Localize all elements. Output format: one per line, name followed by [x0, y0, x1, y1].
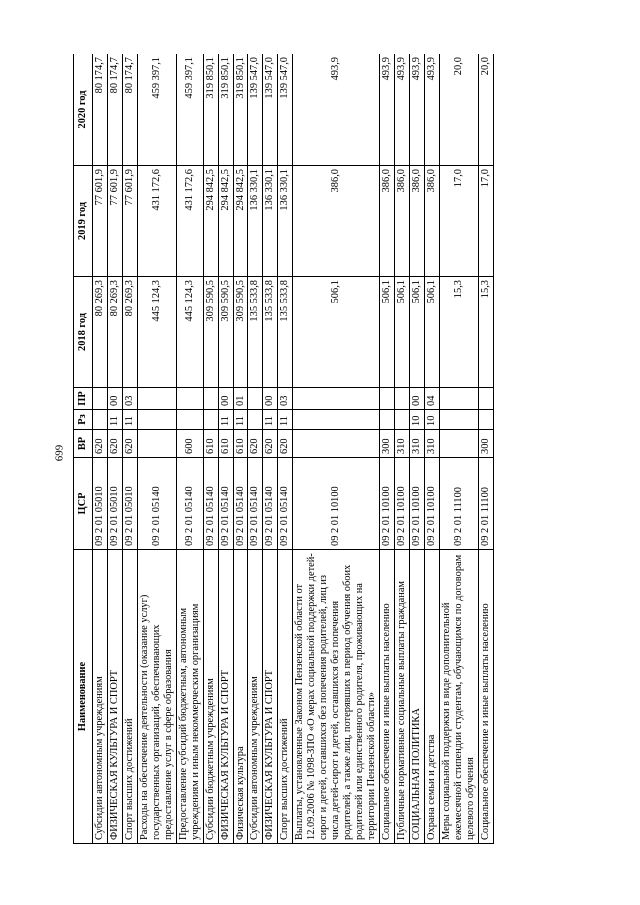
cell-2019: 294 842,5	[218, 166, 233, 277]
cell-rz	[176, 410, 203, 430]
cell-2019: 386,0	[424, 166, 439, 277]
cell-pr	[293, 388, 380, 410]
cell-2018: 15,3	[478, 277, 493, 388]
cell-2018: 80 269,3	[107, 277, 122, 388]
cell-rz: 11	[233, 410, 248, 430]
cell-2018: 506,1	[380, 277, 395, 388]
cell-2018: 309 590,5	[203, 277, 218, 388]
cell-pr	[394, 388, 409, 410]
cell-2020: 319 850,1	[218, 54, 233, 166]
cell-vr: 620	[107, 430, 122, 458]
table-row	[93, 54, 108, 844]
cell-2019: 386,0	[380, 166, 395, 277]
cell-2018: 506,1	[293, 277, 380, 388]
header-csr: ЦСР	[74, 458, 93, 550]
cell-csr: 09 2 01 10100	[394, 458, 409, 550]
cell-rz: 11	[218, 410, 233, 430]
cell-vr	[293, 430, 380, 458]
table-row	[248, 54, 263, 844]
cell-2019: 386,0	[394, 166, 409, 277]
cell-vr: 620	[263, 430, 278, 458]
cell-vr: 310	[394, 430, 409, 458]
cell-2019: 77 601,9	[107, 166, 122, 277]
cell-rz	[439, 410, 478, 430]
cell-2018: 15,3	[439, 277, 478, 388]
cell-2020: 80 174,7	[122, 54, 137, 166]
cell-rz: 11	[278, 410, 293, 430]
cell-2018: 80 269,3	[122, 277, 137, 388]
header-vr: ВР	[74, 430, 93, 458]
cell-2020: 493,9	[424, 54, 439, 166]
cell-csr: 09 2 01 05140	[278, 458, 293, 550]
table-row	[380, 54, 395, 844]
cell-csr: 09 2 01 10100	[409, 458, 424, 550]
cell-pr	[93, 388, 108, 410]
cell-vr: 610	[218, 430, 233, 458]
cell-csr: 09 2 01 11100	[478, 458, 493, 550]
cell-name: ФИЗИЧЕСКАЯ КУЛЬТУРА И СПОРТ	[218, 550, 233, 844]
cell-csr: 09 2 01 05010	[107, 458, 122, 550]
cell-rz: 11	[107, 410, 122, 430]
header-2019: 2019 год	[74, 166, 93, 277]
cell-vr: 310	[409, 430, 424, 458]
cell-2019: 294 842,5	[233, 166, 248, 277]
cell-csr: 09 2 01 11100	[439, 458, 478, 550]
cell-vr: 300	[478, 430, 493, 458]
cell-vr: 310	[424, 430, 439, 458]
header-2018: 2018 год	[74, 277, 93, 388]
cell-pr: 00	[409, 388, 424, 410]
table-row	[122, 54, 137, 844]
cell-pr	[439, 388, 478, 410]
cell-2020: 459 397,1	[176, 54, 203, 166]
cell-name: Меры социальной поддержки в виде дополнительной ежемесячной стипендии студентам, обучающимся по договорам целевого обучения	[439, 550, 478, 844]
cell-pr	[176, 388, 203, 410]
cell-name: Субсидии автономным учреждениям	[248, 550, 263, 844]
header-name: Наименование	[74, 550, 93, 844]
cell-rz	[248, 410, 263, 430]
cell-name: Физическая культура	[233, 550, 248, 844]
cell-2019: 431 172,6	[137, 166, 176, 277]
cell-name: Социальное обеспечение и иные выплаты населению	[478, 550, 493, 844]
cell-csr: 09 2 01 10100	[293, 458, 380, 550]
cell-name: ФИЗИЧЕСКАЯ КУЛЬТУРА И СПОРТ	[107, 550, 122, 844]
cell-pr: 00	[263, 388, 278, 410]
cell-2019: 77 601,9	[122, 166, 137, 277]
cell-2018: 80 269,3	[93, 277, 108, 388]
cell-2020: 319 850,1	[233, 54, 248, 166]
cell-2019: 77 601,9	[93, 166, 108, 277]
budget-table	[73, 54, 494, 844]
cell-csr: 09 2 01 05140	[233, 458, 248, 550]
table-row	[278, 54, 293, 844]
table-header-row	[74, 54, 93, 844]
cell-2018: 309 590,5	[218, 277, 233, 388]
cell-csr: 09 2 01 05010	[122, 458, 137, 550]
cell-csr: 09 2 01 05140	[218, 458, 233, 550]
cell-csr: 09 2 01 05140	[176, 458, 203, 550]
cell-name: СОЦИАЛЬНАЯ ПОЛИТИКА	[409, 550, 424, 844]
page-number-text: 699	[53, 444, 65, 461]
cell-name: Субсидии автономным учреждениям	[93, 550, 108, 844]
cell-csr: 09 2 01 05140	[263, 458, 278, 550]
cell-2019: 17,0	[439, 166, 478, 277]
cell-rz: 11	[263, 410, 278, 430]
cell-2020: 493,9	[394, 54, 409, 166]
cell-vr: 620	[248, 430, 263, 458]
table-row	[478, 54, 493, 844]
cell-pr: 01	[233, 388, 248, 410]
cell-csr: 09 2 01 05010	[93, 458, 108, 550]
cell-rz	[203, 410, 218, 430]
cell-csr: 09 2 01 10100	[424, 458, 439, 550]
cell-2018: 135 533,8	[278, 277, 293, 388]
cell-2019: 17,0	[478, 166, 493, 277]
cell-2020: 319 850,1	[203, 54, 218, 166]
cell-vr: 610	[203, 430, 218, 458]
cell-2019: 136 330,1	[248, 166, 263, 277]
cell-rz	[394, 410, 409, 430]
cell-pr	[137, 388, 176, 410]
cell-name: Выплаты, установленные Законом Пензенской области от 12.09.2006 № 1098-ЗПО «О мерах социальной поддержки детей-сирот и детей, оставшихся без попечения родителей, лиц из числа детей-сирот и детей, оставшихся без попечения родителей, а также лиц, потерявших в период обучения обоих родителей или единственного родителя, проживающих на территории Пензенской области»	[293, 550, 380, 844]
header-2020: 2020 год	[74, 54, 93, 166]
table-row	[293, 54, 380, 844]
header-pr: ПР	[74, 388, 93, 410]
cell-pr	[203, 388, 218, 410]
cell-vr	[439, 430, 478, 458]
cell-csr: 09 2 01 05140	[203, 458, 218, 550]
cell-2018: 445 124,3	[137, 277, 176, 388]
cell-2018: 135 533,8	[263, 277, 278, 388]
cell-rz: 10	[424, 410, 439, 430]
cell-name: Охрана семьи и детства	[424, 550, 439, 844]
cell-csr: 09 2 01 10100	[380, 458, 395, 550]
cell-pr	[248, 388, 263, 410]
cell-name: Расходы на обеспечение деятельности (оказание услуг) государственных организаций, обеспечивающих предоставление услуг в сфере образования	[137, 550, 176, 844]
table-row	[424, 54, 439, 844]
table-row	[394, 54, 409, 844]
table-row	[137, 54, 176, 844]
cell-2020: 80 174,7	[93, 54, 108, 166]
cell-2020: 80 174,7	[107, 54, 122, 166]
table-row	[439, 54, 478, 844]
table-row	[263, 54, 278, 844]
cell-pr: 00	[218, 388, 233, 410]
cell-2019: 136 330,1	[278, 166, 293, 277]
cell-rz	[137, 410, 176, 430]
cell-pr: 00	[107, 388, 122, 410]
cell-rz	[293, 410, 380, 430]
cell-2019: 386,0	[409, 166, 424, 277]
cell-2020: 493,9	[293, 54, 380, 166]
cell-rz: 11	[122, 410, 137, 430]
cell-rz	[380, 410, 395, 430]
cell-2020: 139 547,0	[248, 54, 263, 166]
budget-table-frame	[73, 54, 573, 844]
cell-vr: 610	[233, 430, 248, 458]
cell-vr: 600	[176, 430, 203, 458]
cell-2019: 136 330,1	[263, 166, 278, 277]
cell-vr: 620	[93, 430, 108, 458]
cell-2020: 139 547,0	[278, 54, 293, 166]
table-row	[107, 54, 122, 844]
cell-name: ФИЗИЧЕСКАЯ КУЛЬТУРА И СПОРТ	[263, 550, 278, 844]
cell-pr: 04	[424, 388, 439, 410]
cell-2018: 135 533,8	[248, 277, 263, 388]
cell-2018: 506,1	[394, 277, 409, 388]
cell-name: Спорт высших достижений	[278, 550, 293, 844]
cell-2020: 20,0	[439, 54, 478, 166]
budget-table-rotated	[73, 54, 573, 844]
cell-2020: 139 547,0	[263, 54, 278, 166]
page-number	[44, 0, 74, 905]
table-row	[218, 54, 233, 844]
cell-2018: 309 590,5	[233, 277, 248, 388]
cell-2018: 506,1	[409, 277, 424, 388]
cell-rz	[93, 410, 108, 430]
cell-pr	[380, 388, 395, 410]
cell-vr	[137, 430, 176, 458]
table-row	[409, 54, 424, 844]
cell-2020: 459 397,1	[137, 54, 176, 166]
cell-vr: 620	[278, 430, 293, 458]
cell-2019: 386,0	[293, 166, 380, 277]
cell-2018: 506,1	[424, 277, 439, 388]
table-row	[233, 54, 248, 844]
cell-vr: 620	[122, 430, 137, 458]
cell-2020: 493,9	[380, 54, 395, 166]
cell-2018: 445 124,3	[176, 277, 203, 388]
cell-2019: 294 842,5	[203, 166, 218, 277]
cell-name: Предоставление субсидий бюджетным, автономным учреждениям и иным некоммерческим организациям	[176, 550, 203, 844]
cell-2020: 493,9	[409, 54, 424, 166]
cell-pr: 03	[278, 388, 293, 410]
cell-pr: 03	[122, 388, 137, 410]
table-row	[176, 54, 203, 844]
cell-name: Публичные нормативные социальные выплаты гражданам	[394, 550, 409, 844]
cell-vr: 300	[380, 430, 395, 458]
cell-2019: 431 172,6	[176, 166, 203, 277]
cell-name: Социальное обеспечение и иные выплаты населению	[380, 550, 395, 844]
cell-pr	[478, 388, 493, 410]
cell-2020: 20,0	[478, 54, 493, 166]
header-rz: Рз	[74, 410, 93, 430]
cell-rz	[478, 410, 493, 430]
cell-csr: 09 2 01 05140	[137, 458, 176, 550]
cell-name: Спорт высших достижений	[122, 550, 137, 844]
table-row	[203, 54, 218, 844]
cell-rz: 10	[409, 410, 424, 430]
cell-csr: 09 2 01 05140	[248, 458, 263, 550]
cell-name: Субсидии бюджетным учреждениям	[203, 550, 218, 844]
